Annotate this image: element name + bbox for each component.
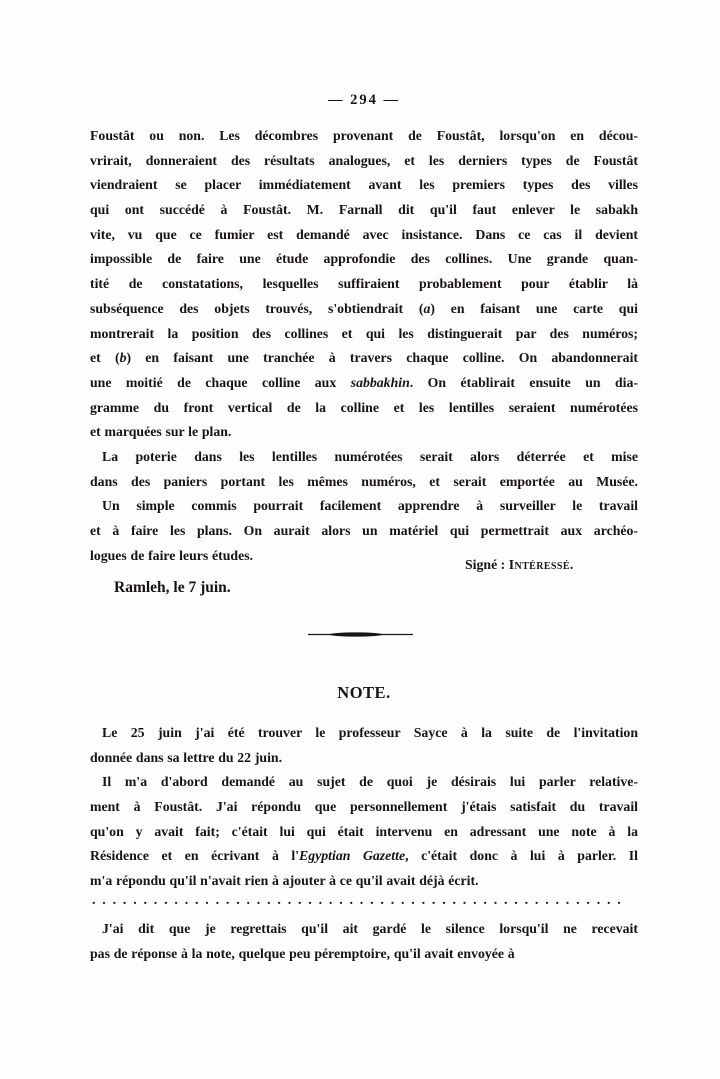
text-line: tité de constatations, lesquelles suffiraient probablement pour établir là — [90, 276, 638, 292]
text-line: viendraient se placer immédiatement avant les premiers types des villes — [90, 177, 638, 193]
text-line: Il m'a d'abord demandé au sujet de quoi je désirais lui parler relative- — [102, 774, 638, 790]
text-line: m'a répondu qu'il n'avait rien à ajouter à ce qu'il avait déjà écrit. — [90, 873, 479, 889]
text-line: pas de réponse à la note, quelque peu péremptoire, qu'il avait envoyée à — [90, 945, 515, 961]
text-line: Un simple commis pourrait facilement apprendre à surveiller le travail — [102, 498, 638, 514]
section-divider — [308, 630, 413, 639]
text-line: montrerait la position des collines et qui les distinguerait par des numéros; — [90, 325, 638, 341]
text-line: ment à Foustât. J'ai répondu que personnellement j'étais satisfait du travail — [90, 799, 638, 815]
omission-dots: .................................................... — [92, 893, 628, 908]
note-continuation — [90, 917, 638, 966]
text-line: La poterie dans les lentilles numérotées serait alors déterrée et mise — [102, 448, 638, 464]
text-line: et à faire les plans. On aurait alors un matériel qui permettrait aux archéo- — [90, 523, 638, 538]
page-number: — 294 — — [328, 92, 400, 108]
text-segment: ) en faisant une tranchée à travers chaque colline. On abandonnerait — [126, 350, 638, 366]
dateline: Ramleh, le 7 juin. — [114, 579, 231, 596]
note-title: NOTE. — [337, 683, 391, 702]
italic-title: Egyptian Gazette — [299, 848, 406, 864]
text-line: vrirait, donneraient des résultats analogues, et les derniers types de Foustât — [90, 152, 638, 168]
text-segment: une moitié de chaque colline aux — [90, 374, 351, 390]
signature-name: Intéressé. — [508, 557, 574, 572]
letter-body — [90, 124, 638, 568]
text-line: impossible de faire une étude approfondie des collines. Une grande quan- — [90, 251, 638, 267]
text-line: J'ai dit que je regrettais qu'il ait gardé le silence lorsqu'il ne recevait — [102, 921, 638, 936]
text-line: et marquées sur le plan. — [90, 424, 232, 440]
text-segment: subséquence des objets trouvés, s'obtiendrait ( — [90, 300, 424, 316]
italic-term: b — [119, 350, 127, 366]
text-line — [90, 297, 638, 322]
text-line: qu'on y avait fait; c'était lui qui était intervenu en adressant une note à la — [90, 823, 638, 839]
italic-term: sabbakhin — [350, 374, 410, 390]
text-line — [90, 371, 638, 396]
text-segment: Résidence et en écrivant à l' — [90, 848, 300, 864]
text-line: Foustât ou non. Les décombres provenant de Foustât, lorsqu'on en décou- — [90, 128, 638, 143]
text-line: dans des paniers portant les mêmes numéros, et serait emportée au Musée. — [90, 473, 638, 489]
text-line: vite, vu que ce fumier est demandé avec insistance. Dans ce cas il devient — [90, 226, 638, 242]
note-body — [90, 721, 638, 894]
italic-term: a — [423, 300, 431, 316]
text-line — [90, 844, 638, 869]
text-line — [90, 346, 638, 371]
text-segment: , c'était donc à lui à parler. Il — [405, 848, 638, 864]
signature-line — [465, 556, 574, 574]
text-segment: ) en faisant une carte qui — [430, 300, 638, 316]
text-line: qui ont succédé à Foustât. M. Farnall dit qu'il faut enlever le sabakh — [90, 202, 638, 218]
text-line: donnée dans sa lettre du 22 juin. — [90, 749, 283, 765]
text-line: gramme du front vertical de la colline et les lentilles seraient numérotées — [90, 399, 638, 415]
text-line: logues de faire leurs études. — [90, 547, 254, 563]
signature-label: Signé : — [465, 557, 509, 572]
text-segment: . On établirait ensuite un dia- — [409, 374, 638, 390]
text-segment: et ( — [90, 350, 120, 366]
text-line: Le 25 juin j'ai été trouver le professeur Sayce à la suite de l'invitation — [102, 725, 638, 740]
